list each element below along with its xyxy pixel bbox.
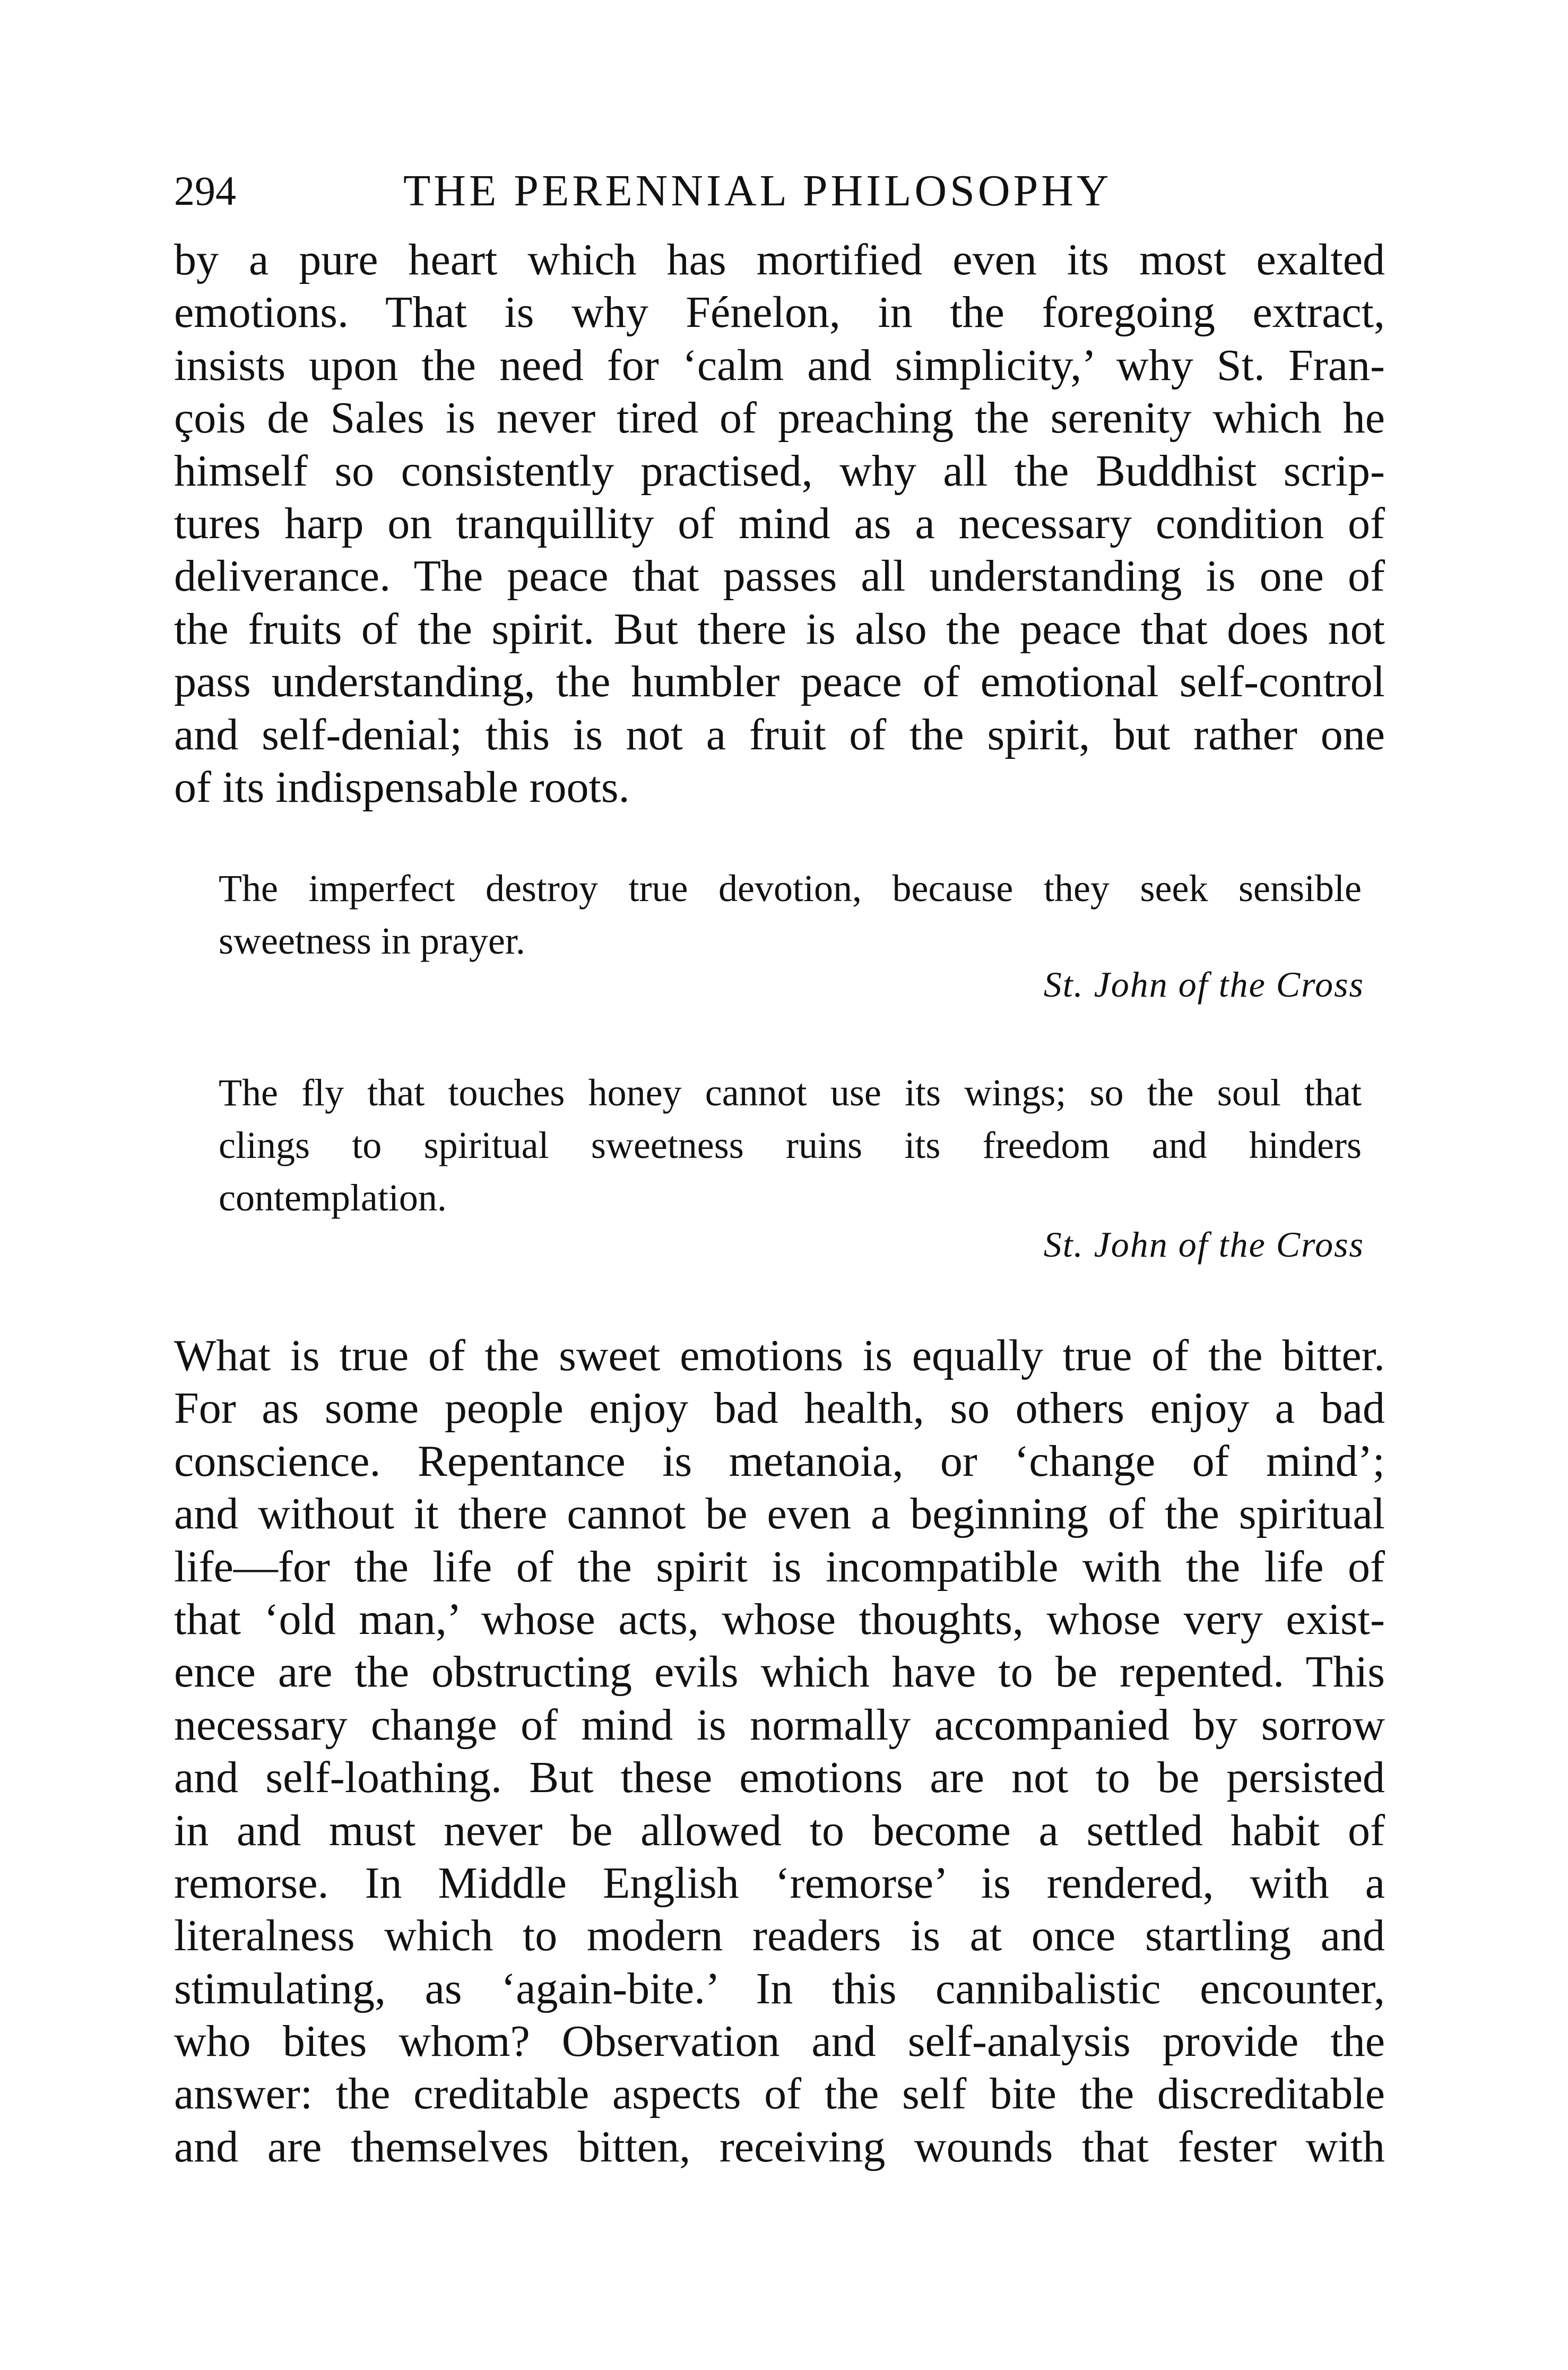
text-line: of its indispensable roots. xyxy=(174,762,630,812)
quote-line: sweetness in prayer. xyxy=(219,920,525,962)
quote-line: clings to spiritual sweetness ruins its freedom and hinders xyxy=(219,1124,1362,1166)
quotation-1 xyxy=(219,862,1362,967)
text-line: and self-loathing. But these emotions are not to be persisted xyxy=(174,1753,1385,1803)
running-head: THE PERENNIAL PHILOSOPHY xyxy=(403,166,1112,215)
text-line: himself so consistently practised, why all the Buddhist scrip- xyxy=(174,446,1385,496)
text-line: in and must never be allowed to become a settled habit of xyxy=(174,1805,1385,1855)
text-line: that ‘old man,’ whose acts, whose thoughts, whose very exist- xyxy=(174,1594,1385,1644)
quotation-2 xyxy=(219,1067,1362,1224)
text-line: answer: the creditable aspects of the self bite the discreditable xyxy=(174,2069,1385,2119)
text-line: çois de Sales is never tired of preaching the serenity which he xyxy=(174,393,1385,443)
quotation-1-attribution: St. John of the Cross xyxy=(1043,964,1364,1005)
text-line: and are themselves bitten, receiving wounds that fester with xyxy=(174,2122,1385,2172)
text-line: tures harp on tranquillity of mind as a necessary condition of xyxy=(174,498,1385,548)
text-line: insists upon the need for ‘calm and simplicity,’ why St. Fran- xyxy=(174,340,1385,390)
page-header xyxy=(174,159,1384,218)
text-line: For as some people enjoy bad health, so others enjoy a bad xyxy=(174,1383,1385,1433)
quotation-2-attribution: St. John of the Cross xyxy=(1043,1224,1364,1265)
paragraph-2 xyxy=(174,1329,1385,2173)
text-line: life—for the life of the spirit is incompatible with the life of xyxy=(174,1542,1385,1591)
text-line: emotions. That is why Fénelon, in the foregoing extract, xyxy=(174,288,1385,338)
page-number: 294 xyxy=(174,168,236,214)
text-line: literalness which to modern readers is at once startling and xyxy=(174,1911,1385,1961)
text-line: necessary change of mind is normally accompanied by sorrow xyxy=(174,1700,1385,1750)
text-line: and self-denial; this is not a fruit of the spirit, but rather one xyxy=(174,710,1385,759)
text-line: remorse. In Middle English ‘remorse’ is rendered, with a xyxy=(174,1858,1385,1908)
text-line: who bites whom? Observation and self-analysis provide the xyxy=(174,2017,1385,2066)
text-line: by a pure heart which has mortified even its most exalted xyxy=(174,235,1385,284)
text-line: pass understanding, the humbler peace of emotional self-control xyxy=(174,657,1385,707)
quote-line: The imperfect destroy true devotion, because they seek sensible xyxy=(219,867,1362,910)
text-line: conscience. Repentance is metanoia, or ‘change of mind’; xyxy=(174,1436,1385,1486)
text-line: the fruits of the spirit. But there is also the peace that does not xyxy=(174,604,1385,654)
text-line: What is true of the sweet emotions is equally true of the bitter. xyxy=(174,1331,1385,1380)
text-line: deliverance. The peace that passes all understanding is one of xyxy=(174,551,1385,601)
text-line: and without it there cannot be even a beginning of the spiritual xyxy=(174,1489,1385,1539)
quote-line: The fly that touches honey cannot use its wings; so the soul that xyxy=(219,1071,1362,1114)
paragraph-1 xyxy=(174,233,1385,814)
text-line: stimulating, as ‘again-bite.’ In this cannibalistic encounter, xyxy=(174,1964,1385,2013)
quote-line: contemplation. xyxy=(219,1177,447,1219)
text-line: ence are the obstructing evils which have to be repented. This xyxy=(174,1647,1385,1697)
